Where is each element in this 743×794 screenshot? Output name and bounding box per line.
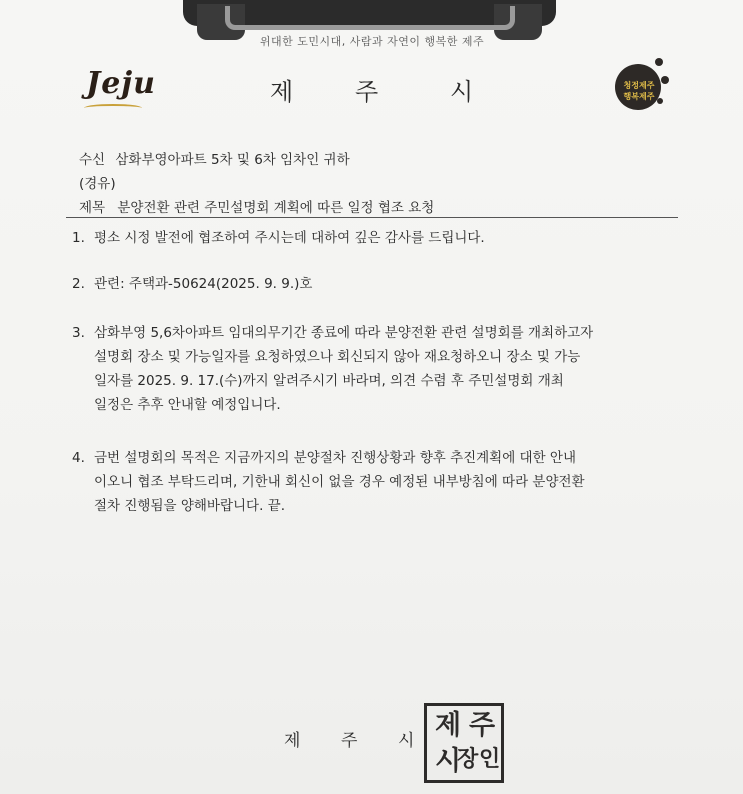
paragraph-line: 금번 설명회의 목적은 지금까지의 분양절차 진행상황과 향후 추진계획에 대한 안내 bbox=[94, 450, 577, 466]
recipient-row bbox=[79, 148, 350, 168]
subject-divider bbox=[66, 217, 678, 218]
seal-char: 주 bbox=[469, 710, 496, 741]
sender-char: 시 bbox=[398, 731, 415, 751]
title-char: 제 bbox=[270, 78, 296, 106]
via-row: (경유) bbox=[79, 176, 116, 192]
sender-char: 주 bbox=[341, 731, 358, 751]
subject-value: 분양전환 관련 주민설명회 계획에 따른 일정 협조 요청 bbox=[117, 200, 435, 216]
subject-row bbox=[79, 196, 434, 216]
sender-char: 제 bbox=[284, 731, 301, 751]
slogan: 위대한 도민시대, 사람과 자연이 행복한 제주 bbox=[259, 35, 485, 48]
paragraph-line: 이오니 협조 부탁드리며, 기한내 회신이 없을 경우 예정된 내부방침에 따라 분양전환 bbox=[94, 474, 585, 490]
seal-char: 인 bbox=[479, 746, 501, 772]
seal-char: 시 bbox=[435, 746, 462, 777]
title-char: 주 bbox=[355, 78, 381, 106]
paragraph-number: 4. bbox=[72, 450, 85, 466]
paragraph-line: 설명회 장소 및 가능일자를 요청하였으나 회신되지 않아 재요청하오니 장소 및 가능 bbox=[94, 349, 581, 365]
paragraph-number: 2. bbox=[72, 276, 85, 292]
jeju-logo: Jeju bbox=[86, 66, 156, 101]
logo-wave bbox=[84, 104, 142, 112]
paragraph-line: 삼화부영 5,6차아파트 임대의무기간 종료에 따라 분양전환 관련 설명회를 개최하고자 bbox=[94, 325, 594, 341]
city-emblem bbox=[611, 56, 669, 112]
subject-label: 제목 bbox=[79, 200, 106, 216]
title-char: 시 bbox=[450, 78, 476, 106]
paragraph-line: 관련: 주택과-50624(2025. 9. 9.)호 bbox=[94, 276, 313, 292]
seal-char: 제 bbox=[435, 710, 462, 741]
paragraph-line: 일자를 2025. 9. 17.(수)까지 알려주시기 바라며, 의견 수렴 후 주민설명회 개최 bbox=[94, 373, 564, 389]
emblem-text: 청정제주 행복제주 bbox=[623, 81, 655, 101]
paragraph-line: 절차 진행됨을 양해바랍니다. 끝. bbox=[94, 498, 285, 514]
paragraph-number: 3. bbox=[72, 325, 85, 341]
paragraph-line: 일정은 추후 안내할 예정입니다. bbox=[94, 397, 281, 413]
seal-char: 장 bbox=[457, 746, 479, 772]
paragraph-number: 1. bbox=[72, 230, 85, 246]
recipient-label: 수신 bbox=[79, 152, 106, 168]
paragraph-line: 평소 시정 발전에 협조하여 주시는데 대하여 깊은 감사를 드립니다. bbox=[94, 230, 485, 246]
recipient-value: 삼화부영아파트 5차 및 6차 임차인 귀하 bbox=[115, 152, 350, 168]
official-seal-stamp bbox=[424, 703, 504, 783]
